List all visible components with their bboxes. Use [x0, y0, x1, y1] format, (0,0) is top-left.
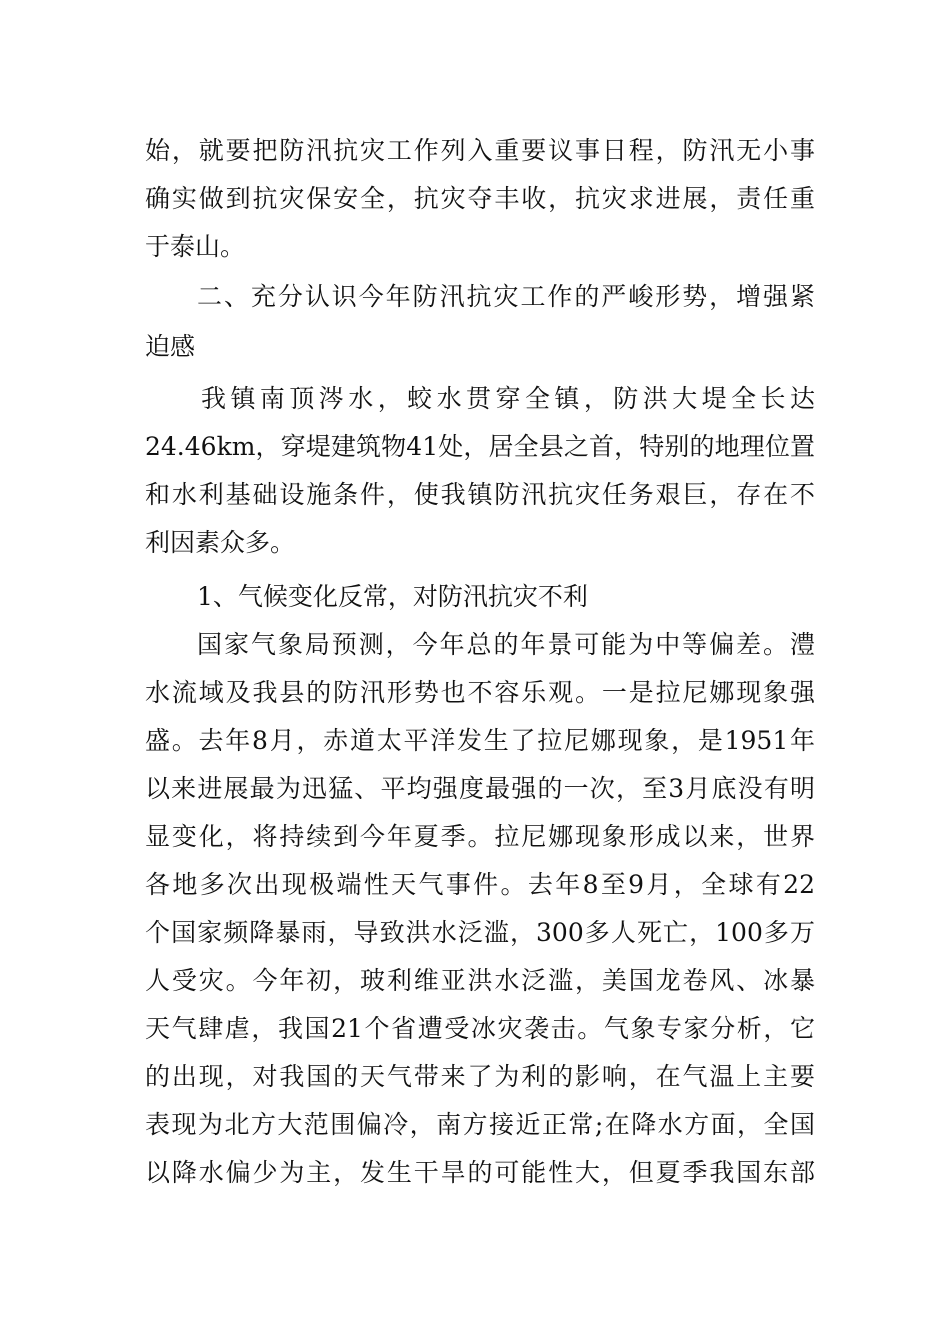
text-line-17: 个国家频降暴雨，导致洪水泛滥，300多人死亡，100多万: [145, 918, 815, 947]
section-heading-line-2: 迫感: [145, 332, 196, 361]
text-line-8: 和水利基础设施条件，使我镇防汛抗灾任务艰巨，存在不: [145, 480, 815, 509]
text-line-22: 以降水偏少为主，发生干旱的可能性大，但夏季我国东部: [145, 1158, 815, 1187]
text-line-6: 我镇南顶涔水，蛟水贯穿全镇，防洪大堤全长达: [201, 384, 815, 413]
text-line-13: 盛。去年8月，赤道太平洋发生了拉尼娜现象，是1951年: [145, 726, 815, 755]
text-line-12: 水流域及我县的防汛形势也不容乐观。一是拉尼娜现象强: [145, 678, 815, 707]
text-line-14: 以来进展最为迅猛、平均强度最强的一次，至3月底没有明: [145, 774, 815, 803]
subsection-heading: 1、气候变化反常，对防汛抗灾不利: [197, 582, 588, 611]
text-line-7: 24.46km，穿堤建筑物41处，居全县之首，特别的地理位置: [145, 432, 815, 461]
text-line-11: 国家气象局预测，今年总的年景可能为中等偏差。澧: [197, 630, 815, 659]
text-line-20: 的出现，对我国的天气带来了为利的影响，在气温上主要: [145, 1062, 815, 1091]
text-line-15: 显变化，将持续到今年夏季。拉尼娜现象形成以来，世界: [145, 822, 815, 851]
section-heading-line-1: 二、充分认识今年防汛抗灾工作的严峻形势，增强紧: [197, 282, 815, 311]
text-line-2: 确实做到抗灾保安全，抗灾夺丰收，抗灾求进展，责任重: [145, 184, 815, 213]
text-line-21: 表现为北方大范围偏冷，南方接近正常;在降水方面，全国: [145, 1110, 815, 1139]
text-line-9: 利因素众多。: [145, 528, 296, 557]
text-line-3: 于泰山。: [145, 232, 246, 261]
text-line-1: 始，就要把防汛抗灾工作列入重要议事日程，防汛无小事: [145, 136, 815, 165]
text-line-16: 各地多次出现极端性天气事件。去年8至9月，全球有22: [145, 870, 815, 899]
text-line-19: 天气肆虐，我国21个省遭受冰灾袭击。气象专家分析，它: [145, 1014, 815, 1043]
text-line-18: 人受灾。今年初，玻利维亚洪水泛滥，美国龙卷风、冰暴: [145, 966, 815, 995]
